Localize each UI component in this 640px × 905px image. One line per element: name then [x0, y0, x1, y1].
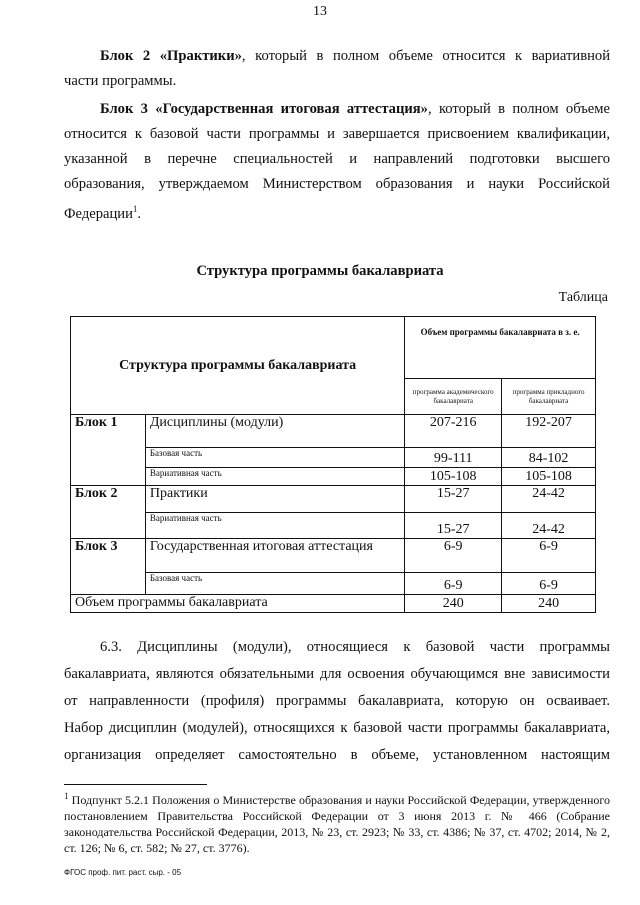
footnote-mark: 1	[64, 791, 69, 801]
row-academic: 6-9	[405, 539, 502, 573]
row-block: Блок 2	[71, 486, 146, 513]
table-row	[71, 468, 596, 486]
total-academic: 240	[405, 595, 502, 613]
section-line1: 6.3. Дисциплины (модули), относящиеся к базовой части программы	[100, 639, 610, 655]
block2-line2: части программы.	[64, 73, 177, 89]
footnote	[64, 788, 610, 856]
page-number: 13	[313, 4, 327, 19]
block3-line1-rest: , который в полном объеме	[427, 101, 610, 117]
row-name: Базовая часть	[145, 573, 404, 595]
block3-line1	[64, 97, 610, 122]
header-volume: Объем программы бакалавриата в з. е.	[405, 317, 596, 379]
row-applied: 105-108	[502, 468, 596, 486]
block3-line5-text: Федерации	[64, 205, 133, 222]
row-academic: 6-9	[405, 573, 502, 595]
row-name: Вариативная часть	[145, 468, 404, 486]
block3-line2: относится к базовой части программы и завершается присвоением квалификации,	[64, 126, 610, 142]
row-block	[71, 573, 146, 595]
table-row	[71, 415, 596, 448]
row-applied: 6-9	[502, 539, 596, 573]
row-applied: 24-42	[502, 513, 596, 539]
row-academic: 15-27	[405, 513, 502, 539]
block3-paragraph	[64, 97, 610, 227]
row-name: Вариативная часть	[145, 513, 404, 539]
footnote-text: Подпункт 5.2.1 Положения о Министерстве образования и науки Российской Федерации, утвержденного постановлением Правительства Российской Федерации от 3 июня 2013 г. № 466 (Собрание законодательства Российской Федерации, 2013, № 23, ст. 2923; № 33, ст. 4386; № 37, ст. 4702; 2014, № 2, ст. 126; № 6, ст. 582; № 27, ст. 3776).	[64, 793, 610, 855]
block3-line4: образования, утверждаемом Министерством образования и науки Российской	[64, 176, 610, 192]
table-row	[71, 539, 596, 573]
section-line2: бакалавриата, являются обязательными для освоения обучающимся вне зависимости	[64, 666, 610, 682]
row-name: Государственная итоговая аттестация	[145, 539, 404, 573]
page-footer: ФГОС проф. пит. раст. сыр. - 05	[64, 868, 182, 877]
total-applied: 240	[502, 595, 596, 613]
block3-line3: указанной в перечне специальностей и направлений подготовки высшего	[64, 151, 610, 167]
table-label: Таблица	[558, 290, 608, 305]
header-structure: Структура программы бакалавриата	[71, 317, 405, 415]
row-block	[71, 468, 146, 486]
row-block	[71, 513, 146, 539]
row-name: Дисциплины (модули)	[145, 415, 404, 448]
table-row	[71, 448, 596, 468]
table-row	[71, 486, 596, 513]
block3-title: Блок 3 «Государственная итоговая аттестация»	[100, 101, 428, 117]
row-name: Базовая часть	[145, 448, 404, 468]
table-title: Структура программы бакалавриата	[196, 263, 444, 279]
section-6-3-paragraph	[64, 634, 610, 769]
table-total-row	[71, 595, 596, 613]
header-academic: программа академического бакалавриата	[405, 379, 502, 415]
row-applied: 24-42	[502, 486, 596, 513]
block2-paragraph	[64, 44, 610, 94]
row-academic: 105-108	[405, 468, 502, 486]
section-line4: Набор дисциплин (модулей), относящихся к базовой части программы бакалавриата,	[64, 720, 610, 736]
row-block: Блок 3	[71, 539, 146, 573]
table-row	[71, 573, 596, 595]
section-line3: от направленности (профиля) программы бакалавриата, которую он осваивает.	[64, 693, 610, 709]
row-block: Блок 1	[71, 415, 146, 448]
footnote-divider	[64, 784, 207, 785]
table-row	[71, 513, 596, 539]
footnote-ref: 1	[132, 204, 138, 214]
section-line5: организация определяет самостоятельно в объеме, установленном настоящим	[64, 747, 610, 763]
row-block	[71, 448, 146, 468]
block2-line1-rest: , который в полном объеме относится к вариативной	[241, 48, 610, 64]
row-applied: 192-207	[502, 415, 596, 448]
row-academic: 207-216	[405, 415, 502, 448]
row-applied: 84-102	[502, 448, 596, 468]
row-academic: 15-27	[405, 486, 502, 513]
block3-line5: Федерации$^1$.	[64, 204, 142, 222]
row-applied: 6-9	[502, 573, 596, 595]
row-name: Практики	[145, 486, 404, 513]
header-applied: программа прикладного бакалавриата	[502, 379, 596, 415]
structure-table	[70, 316, 596, 613]
block2-line1	[64, 44, 610, 69]
total-label: Объем программы бакалавриата	[71, 595, 405, 613]
block2-title: Блок 2 «Практики»	[100, 48, 242, 64]
row-academic: 99-111	[405, 448, 502, 468]
